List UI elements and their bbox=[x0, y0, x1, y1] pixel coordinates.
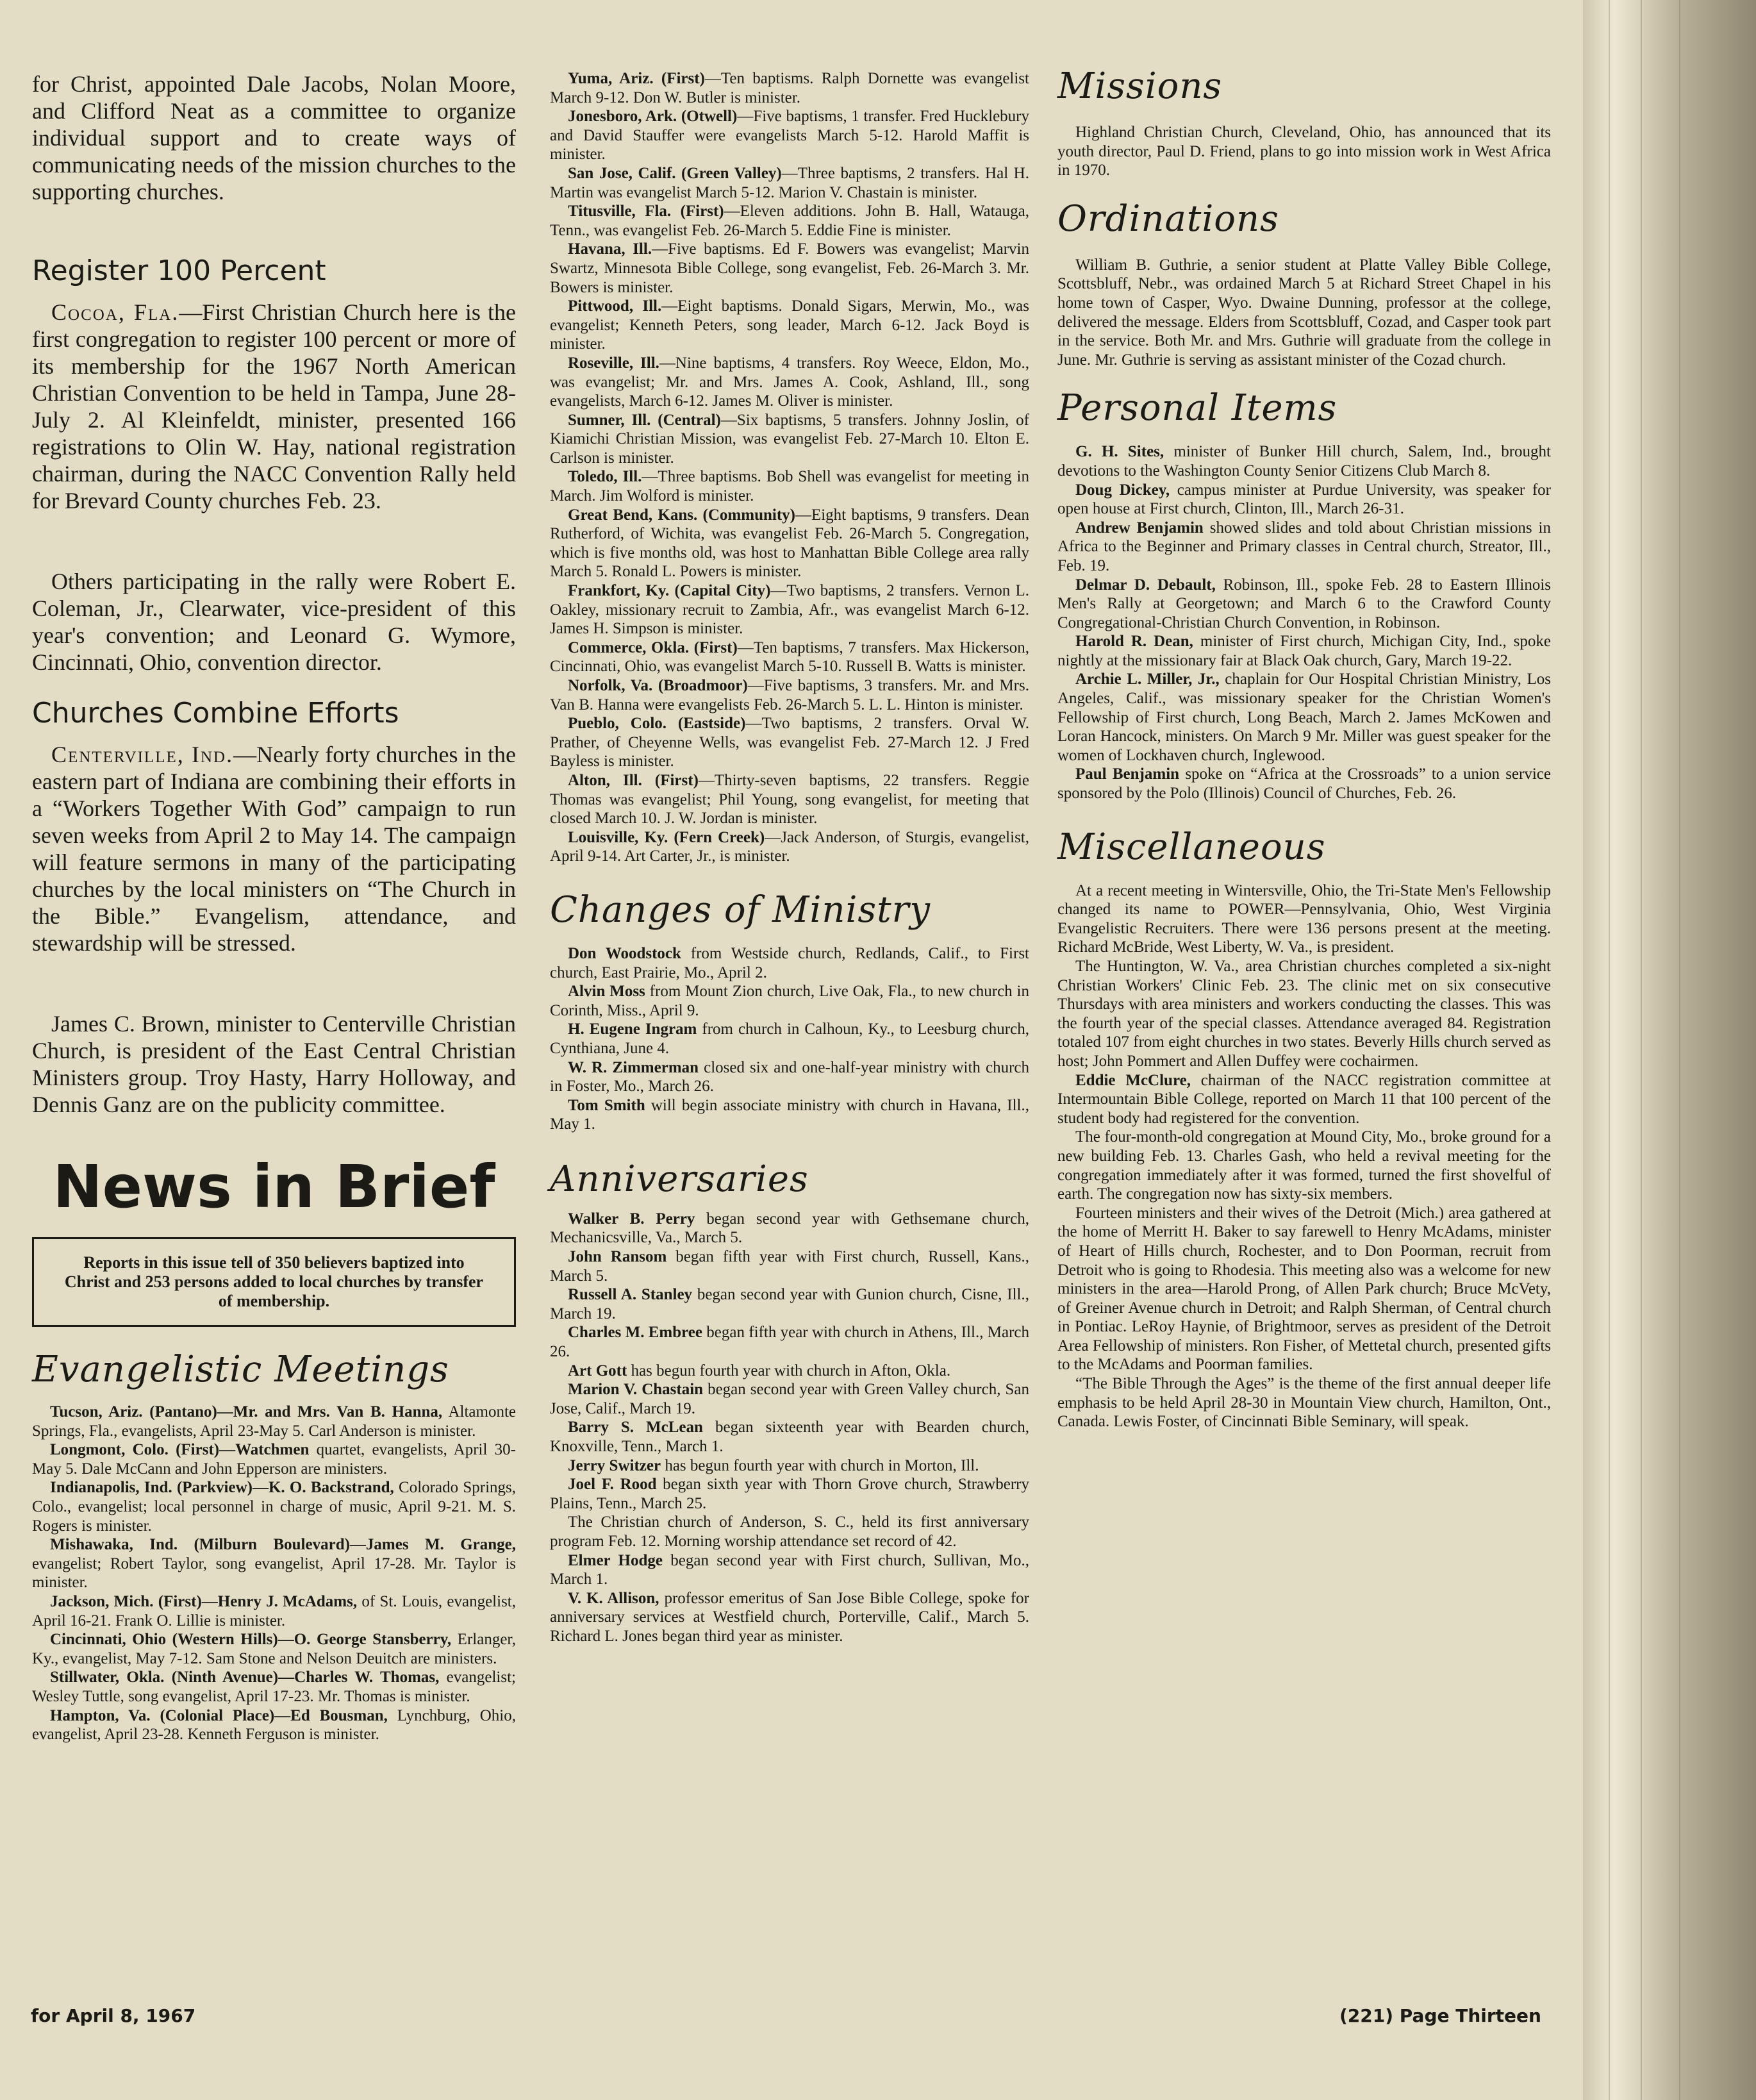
news-item bbox=[550, 467, 1029, 505]
item-text: from Westside church, Redlands, Calif., to First church, East Prairie, Mo., April 2. bbox=[550, 944, 1029, 981]
item-lead: Cincinnati, Ohio (Western Hills)—O. George Stansberry, bbox=[50, 1631, 452, 1649]
item-lead: Marion V. Chastain bbox=[568, 1381, 704, 1399]
intro-paragraph: for Christ, appointed Dale Jacobs, Nolan Moore, and Clifford Neat as a committee to organize individual support and to create ways of communicating needs of the mission churches to the supporting churches. bbox=[32, 71, 516, 204]
news-item bbox=[1057, 1204, 1551, 1374]
news-item bbox=[1057, 765, 1551, 803]
paragraph-text: —First Christian Church here is the first congregation to register 100 percent or more of its membership for the 1967 North American Christian Convention to be held in Tampa, June 28-July 2. Al Kleinfeldt, minister, presented 166 registrations to Olin W. Hay, national registration chairman, during the NACC Convention Rally held for Brevard County churches Feb. 23. bbox=[32, 299, 516, 513]
churches-heading: Churches Combine Efforts bbox=[32, 697, 399, 729]
item-text: —Nine baptisms, 4 transfers. Roy Weece, Eldon, Mo., was evangelist; Mr. and Mrs. James A. Cook, Ashland, Ill., song evangelists, March 6-12. James M. Oliver is minister. bbox=[550, 354, 1029, 410]
item-text: began second year with Gethsemane church, Mechanicsville, Va., March 5. bbox=[550, 1210, 1029, 1247]
news-item bbox=[1057, 632, 1551, 670]
news-item bbox=[550, 1210, 1029, 1247]
item-lead: Commerce, Okla. (First) bbox=[568, 638, 738, 656]
meeting-results-list bbox=[550, 69, 1029, 866]
news-item bbox=[550, 828, 1029, 866]
item-text: Fourteen ministers and their wives of the Detroit (Mich.) area gathered at the home of Merritt H. Baker to say farewell to Henry McAdams, minister of Heart of Hills church, Rochester, and to Don Poorman, recruit from Detroit who is going to Rhodesia. This meeting also was a welcome for new ministers in the area—Harold Prong, of Allen Park church; Bruce McVety, of Greiner Avenue church in Detroit; and Ralph Sherman, of Central church in Pontiac. LeRoy Haynie, of Brightmoor, serves as president of the Detroit Area Fellowship of ministers. Ron Fisher, of Mettetal church, presented gifts to the McAdams and Poorman families. bbox=[1057, 1204, 1551, 1374]
item-lead: Andrew Benjamin bbox=[1075, 519, 1204, 537]
item-lead: Russell A. Stanley bbox=[568, 1286, 693, 1304]
item-text: —Thirty-seven baptisms, 22 transfers. Reggie Thomas was evangelist; Phil Young, song evangelist, for meeting that closed March 10. J. W. Jordan is minister. bbox=[550, 771, 1029, 828]
item-text: spoke on “Africa at the Crossroads” to a union service sponsored by the Polo (Illinois) Council of Churches, Feb. 26. bbox=[1057, 765, 1551, 803]
missions-title: Missions bbox=[1057, 65, 1223, 107]
register-paragraph-1 bbox=[32, 299, 516, 568]
news-item bbox=[550, 164, 1029, 202]
item-text: —Three baptisms, 2 transfers. Hal H. Martin was evangelist March 5-12. Marion V. Chastain is minister. bbox=[550, 164, 1029, 201]
news-item bbox=[32, 1706, 516, 1744]
evangelistic-meetings-title: Evangelistic Meetings bbox=[32, 1349, 449, 1390]
item-text: began second year with Gunion church, Cisne, Ill., March 19. bbox=[550, 1286, 1029, 1322]
news-item bbox=[32, 1535, 516, 1592]
item-text: quartet, evangelists, April 30-May 5. Dale McCann and John Epperson are ministers. bbox=[32, 1441, 516, 1478]
news-item bbox=[550, 1418, 1029, 1456]
news-item bbox=[32, 1592, 516, 1630]
item-lead: Pueblo, Colo. (Eastside) bbox=[568, 715, 746, 733]
news-item bbox=[32, 1440, 516, 1478]
news-item bbox=[550, 240, 1029, 297]
item-lead: Art Gott bbox=[568, 1362, 627, 1379]
news-item bbox=[1057, 519, 1551, 576]
item-lead: Stillwater, Okla. (Ninth Avenue)—Charles W. Thomas, bbox=[50, 1669, 440, 1687]
item-text: has begun fourth year with church in Morton, Ill. bbox=[661, 1456, 979, 1474]
item-lead: Harold R. Dean, bbox=[1075, 633, 1193, 651]
news-item bbox=[1057, 957, 1551, 1071]
register-heading: Register 100 Percent bbox=[32, 254, 326, 287]
item-text: from Mount Zion church, Live Oak, Fla., to new church in Corinth, Miss., April 9. bbox=[550, 983, 1029, 1019]
item-text: began fifth year with church in Athens, Ill., March 26. bbox=[550, 1324, 1029, 1361]
item-lead: Jonesboro, Ark. (Otwell) bbox=[568, 108, 738, 126]
footer-page-number: (221) Page Thirteen bbox=[1339, 2005, 1541, 2026]
item-lead: G. H. Sites, bbox=[1075, 443, 1164, 461]
item-text: evangelist; Wesley Tuttle, song evangelist, April 17-23. Mr. Thomas is minister. bbox=[32, 1669, 516, 1705]
news-item bbox=[32, 1403, 516, 1440]
item-text: —Five baptisms. Ed F. Bowers was evangelist; Marvin Swartz, Minnesota Bible College, song evangelist, Feb. 26-March 3. Mr. Bowers is minister. bbox=[550, 240, 1029, 296]
news-item bbox=[550, 714, 1029, 771]
news-item bbox=[550, 297, 1029, 354]
news-item bbox=[32, 1478, 516, 1535]
item-lead: Charles M. Embree bbox=[568, 1324, 703, 1342]
news-item bbox=[550, 638, 1029, 676]
news-item bbox=[550, 354, 1029, 411]
item-text: Altamonte Springs, Fla., evangelists, April 23-May 5. Carl Anderson is minister. bbox=[32, 1403, 516, 1440]
news-item bbox=[550, 411, 1029, 468]
news-item bbox=[550, 107, 1029, 164]
anniversaries-list bbox=[550, 1210, 1029, 1646]
news-item bbox=[550, 1589, 1029, 1646]
item-text: chaplain for Our Hospital Christian Ministry, Los Angeles, Calif., was missionary speaker for the Christian Women's Fellowship of First church, Long Beach, March 2. James McKowen and Loran Hancock, ministers. On March 9 Mr. Miller was guest speaker for the women of Lockhaven church, Inglewood. bbox=[1057, 671, 1551, 764]
item-lead: Jackson, Mich. (First)—Henry J. McAdams, bbox=[50, 1592, 358, 1610]
book-binding-edge bbox=[1583, 0, 1756, 2100]
item-text: began second year with First church, Sullivan, Mo., March 1. bbox=[550, 1551, 1029, 1588]
item-text: campus minister at Purdue University, was speaker for open house at First church, Clinton, Ill., March 26-31. bbox=[1057, 481, 1551, 518]
news-item bbox=[550, 1380, 1029, 1418]
summary-box: Reports in this issue tell of 350 believers baptized into Christ and 253 persons added to local churches by transfer of membership. bbox=[32, 1237, 516, 1327]
item-lead: Joel F. Rood bbox=[568, 1476, 657, 1494]
item-lead: Titusville, Fla. (First) bbox=[568, 203, 724, 221]
news-item bbox=[1057, 442, 1551, 480]
item-lead: John Ransom bbox=[568, 1248, 667, 1266]
item-text: began fifth year with First church, Russell, Kans., March 5. bbox=[550, 1248, 1029, 1285]
item-lead: Pittwood, Ill. bbox=[568, 297, 662, 315]
item-text: began second year with Green Valley church, San Jose, Calif., March 19. bbox=[550, 1381, 1029, 1417]
item-lead: Archie L. Miller, Jr., bbox=[1075, 671, 1220, 688]
news-item bbox=[1057, 1071, 1551, 1128]
item-lead: Mishawaka, Ind. (Milburn Boulevard)—James M. Grange, bbox=[50, 1536, 516, 1554]
item-lead: Barry S. McLean bbox=[568, 1419, 703, 1437]
news-item bbox=[1057, 576, 1551, 633]
item-text: evangelist; Robert Taylor, song evangelist, April 17-28. Mr. Taylor is minister. bbox=[32, 1554, 516, 1592]
column-left bbox=[32, 0, 516, 1744]
item-lead: Norfolk, Va. (Broadmoor) bbox=[568, 677, 748, 694]
news-item bbox=[550, 982, 1029, 1020]
item-lead: Delmar D. Debault, bbox=[1075, 576, 1216, 594]
item-text: —Five baptisms, 1 transfer. Fred Hucklebury and David Stauffer were evangelists March 5-12. Harold Maffit is minister. bbox=[550, 108, 1029, 163]
miscellaneous-title: Miscellaneous bbox=[1057, 826, 1326, 868]
item-lead: Louisville, Ky. (Fern Creek) bbox=[568, 828, 765, 846]
item-lead: Alvin Moss bbox=[568, 983, 645, 1001]
missions-paragraph: Highland Christian Church, Cleveland, Ohio, has announced that its youth director, Paul D. Friend, plans to go into mission work in West Africa in 1970. bbox=[1057, 124, 1551, 179]
news-in-brief-title: News in Brief bbox=[53, 1153, 495, 1221]
news-item bbox=[550, 944, 1029, 982]
item-text: “The Bible Through the Ages” is the theme of the first annual deeper life emphasis to be held April 28-30 in Mountain View church, Hamilton, Ont., Canada. Lewis Foster, of Cincinnati Bible Seminary, will speak. bbox=[1057, 1375, 1551, 1431]
item-lead: San Jose, Calif. (Green Valley) bbox=[568, 164, 782, 182]
item-text: closed six and one-half-year ministry with church in Foster, Mo., March 26. bbox=[550, 1058, 1029, 1096]
news-item bbox=[550, 771, 1029, 828]
news-item bbox=[550, 1247, 1029, 1285]
news-item bbox=[550, 1362, 1029, 1381]
changes-of-ministry-title: Changes of Ministry bbox=[550, 888, 931, 931]
item-text: will begin associate ministry with church in Havana, Ill., May 1. bbox=[550, 1096, 1029, 1133]
news-item bbox=[550, 1475, 1029, 1513]
item-text: began sixteenth year with Bearden church, Knoxville, Tenn., March 1. bbox=[550, 1419, 1029, 1455]
item-lead: Eddie McClure, bbox=[1075, 1071, 1191, 1089]
item-text: The Christian church of Anderson, S. C., held its first anniversary program Feb. 12. Morning worship attendance set record of 42. bbox=[550, 1513, 1029, 1550]
item-lead: Indianapolis, Ind. (Parkview)—K. O. Backstrand, bbox=[50, 1479, 394, 1497]
item-text: —Eight baptisms, 9 transfers. Dean Rutherford, of Wichita, was evangelist Feb. 26-March 5. Congregation, which is five months old, was host to Manhattan Bible College area rally March 5. Ronald L. Powers is minister. bbox=[550, 506, 1029, 581]
footer-date: for April 8, 1967 bbox=[31, 2005, 196, 2026]
item-text: from church in Calhoun, Ky., to Leesburg church, Cynthiana, June 4. bbox=[550, 1021, 1029, 1057]
item-text: of St. Louis, evangelist, April 16-21. Frank O. Lillie is minister. bbox=[32, 1592, 516, 1629]
news-item bbox=[32, 1630, 516, 1668]
news-item bbox=[550, 202, 1029, 240]
item-text: —Five baptisms, 3 transfers. Mr. and Mrs. Van B. Hanna were evangelists Feb. 26-March 5. L. L. Hinton is minister. bbox=[550, 677, 1029, 713]
news-item bbox=[550, 1323, 1029, 1361]
dateline: Cocoa, Fla. bbox=[51, 299, 179, 325]
item-text: Erlanger, Ky., evangelist, May 7-12. Sam Stone and Nelson Deuitch are ministers. bbox=[32, 1631, 516, 1667]
news-item bbox=[550, 1285, 1029, 1323]
news-item bbox=[550, 581, 1029, 638]
item-lead: Havana, Ill. bbox=[568, 240, 652, 258]
dateline: Centerville, Ind. bbox=[51, 742, 234, 767]
item-text: has begun fourth year with church in Afton, Okla. bbox=[627, 1362, 951, 1379]
item-text: chairman of the NACC registration committee at Intermountain Bible College, reported on March 11 that 100 percent of the student body had registered for the convention. bbox=[1057, 1071, 1551, 1127]
item-text: —Ten baptisms. Ralph Dornette was evangelist March 9-12. Don W. Butler is minister. bbox=[550, 70, 1029, 106]
news-item bbox=[550, 676, 1029, 714]
news-item bbox=[550, 1020, 1029, 1058]
item-text: The Huntington, W. Va., area Christian churches completed a six-night Christian Workers' Clinic Feb. 23. The clinic met on six consecutive Thursdays with area ministers and workers conducting the classes. This was the fourth year of the special classes. Attendance averaged 84. Registration totaled 107 from eight churches in two states. Beverly Hills church served as host; John Pommert and Allen Duffey were cochairmen. bbox=[1057, 958, 1551, 1070]
news-item bbox=[32, 1668, 516, 1706]
news-item bbox=[1057, 1128, 1551, 1203]
item-text: minister of First church, Michigan City, Ind., spoke nightly at the missionary fair at Black Oak church, Gary, March 19-22. bbox=[1057, 633, 1551, 669]
item-text: —Eleven additions. John B. Hall, Watauga, Tenn., was evangelist Feb. 26-March 5. Eddie Fine is minister. bbox=[550, 203, 1030, 239]
personal-items-list bbox=[1057, 442, 1551, 803]
ordinations-title: Ordinations bbox=[1057, 197, 1279, 240]
churches-paragraph-2: James C. Brown, minister to Centerville Christian Church, is president of the East Central Christian Ministers group. Troy Hasty, Harry Holloway, and Dennis Ganz are on the publicity committee. bbox=[32, 1011, 516, 1117]
item-text: Lynchburg, Ohio, evangelist, April 23-28. Kenneth Ferguson is minister. bbox=[32, 1706, 516, 1744]
item-text: professor emeritus of San Jose Bible College, spoke for anniversary services at Westfield church, Porterville, Calif., March 5. Richard L. Jones began third year as minister. bbox=[550, 1589, 1029, 1645]
item-lead: Walker B. Perry bbox=[568, 1210, 695, 1228]
item-lead: Yuma, Ariz. (First) bbox=[568, 70, 705, 87]
item-lead: Alton, Ill. (First) bbox=[568, 771, 699, 789]
item-lead: H. Eugene Ingram bbox=[568, 1021, 697, 1038]
item-text: minister of Bunker Hill church, Salem, Ind., brought devotions to the Washington County Senior Citizens Club March 8. bbox=[1057, 443, 1551, 479]
item-text: —Ten baptisms, 7 transfers. Max Hickerson, Cincinnati, Ohio, was evangelist March 5-10. Russell B. Watts is minister. bbox=[550, 638, 1029, 676]
news-item bbox=[550, 1456, 1029, 1476]
item-text: Robinson, Ill., spoke Feb. 28 to Eastern Illinois Men's Rally at Georgetown; and March 6 to the Crawford County Congregational-Christian Church Convention, in Robinson. bbox=[1057, 576, 1551, 631]
item-lead: Jerry Switzer bbox=[568, 1456, 661, 1474]
item-lead: Paul Benjamin bbox=[1075, 765, 1180, 783]
miscellaneous-list bbox=[1057, 881, 1551, 1431]
item-lead: Great Bend, Kans. (Community) bbox=[568, 506, 795, 524]
item-text: At a recent meeting in Wintersville, Ohio, the Tri-State Men's Fellowship changed its name to POWER—Pennsylvania, Ohio, West Virginia Evangelistic Recruiters. There were 136 persons present at the meeting. Richard McBride, West Liberty, W. Va., is president. bbox=[1057, 881, 1551, 956]
item-lead: Don Woodstock bbox=[568, 944, 681, 962]
item-text: The four-month-old congregation at Mound City, Mo., broke ground for a new building Feb. 13. Charles Gash, who held a revival meeting for the congregation immediately after it was formed, turned the first shovelful of earth. The congregation now has sixty-six members. bbox=[1057, 1128, 1551, 1203]
item-text: —Eight baptisms. Donald Sigars, Merwin, Mo., was evangelist; Kenneth Peters, song leader, March 6-12. Jack Boyd is minister. bbox=[550, 297, 1029, 353]
ordinations-paragraph: William B. Guthrie, a senior student at Platte Valley Bible College, Scottsbluff, Nebr., was ordained March 5 at Richard Street Chapel in his home town of Casper, Wyo. Dwaine Dunning, professor at the college, delivered the message. Elders from Scottsbluff, Cozad, and Casper took part in the service. Both Mr. and Mrs. Guthrie will graduate from the college in June. Mr. Guthrie is serving as assistant minister of the Cozad church. bbox=[1057, 256, 1551, 369]
item-lead: Longmont, Colo. (First)—Watchmen bbox=[50, 1441, 310, 1459]
item-text: —Two baptisms, 2 transfers. Orval W. Prather, of Cheyenne Wells, was evangelist Feb. 27-March 12. J Fred Bayless is minister. bbox=[550, 715, 1029, 771]
anniversaries-title: Anniversaries bbox=[550, 1158, 809, 1200]
item-text: —Six baptisms, 5 transfers. Johnny Joslin, of Kiamichi Christian Mission, was evangelist Feb. 27-March 10. Elton E. Carlson is minister. bbox=[550, 411, 1029, 467]
paragraph-text: —Nearly forty churches in the eastern part of Indiana are combining their efforts in a “Workers Together With God” campaign to run seven weeks from April 2 to May 14. The campaign will feature sermons in many of the participating churches by the local ministers on “The Church in the Bible.” Evangelism, attendance, and stewardship will be stressed. bbox=[32, 742, 516, 956]
news-item bbox=[550, 69, 1029, 107]
churches-paragraph-1 bbox=[32, 741, 516, 1010]
news-item bbox=[1057, 881, 1551, 957]
item-lead: Roseville, Ill. bbox=[568, 354, 659, 372]
news-item bbox=[550, 1551, 1029, 1589]
item-text: —Jack Anderson, of Sturgis, evangelist, April 9-14. Art Carter, Jr., is minister. bbox=[550, 828, 1029, 865]
item-lead: V. K. Allison, bbox=[568, 1589, 659, 1607]
item-lead: W. R. Zimmerman bbox=[568, 1058, 699, 1076]
news-item bbox=[1057, 1374, 1551, 1431]
item-lead: Hampton, Va. (Colonial Place)—Ed Bousman, bbox=[50, 1706, 388, 1724]
register-paragraph-2: Others participating in the rally were Robert E. Coleman, Jr., Clearwater, vice-president of this year's convention; and Leonard G. Wymore, Cincinnati, Ohio, convention director. bbox=[32, 569, 516, 675]
news-item bbox=[550, 1096, 1029, 1134]
column-right bbox=[1057, 0, 1551, 1431]
news-item bbox=[1057, 481, 1551, 519]
news-item bbox=[550, 1513, 1029, 1551]
item-lead: Sumner, Ill. (Central) bbox=[568, 411, 721, 429]
news-item bbox=[550, 506, 1029, 581]
item-text: Colorado Springs, Colo., evangelist; local personnel in charge of music, April 9-21. M. S. Rogers is minister. bbox=[32, 1479, 516, 1535]
item-text: began sixth year with Thorn Grove church, Strawberry Plains, Tenn., March 25. bbox=[550, 1476, 1029, 1512]
personal-items-title: Personal Items bbox=[1057, 387, 1338, 429]
evangelistic-list bbox=[32, 1403, 516, 1744]
column-middle bbox=[550, 0, 1029, 1646]
item-lead: Tom Smith bbox=[568, 1096, 645, 1114]
news-item bbox=[550, 1058, 1029, 1096]
item-lead: Frankfort, Ky. (Capital City) bbox=[568, 582, 771, 600]
item-lead: Tucson, Ariz. (Pantano)—Mr. and Mrs. Van B. Hanna, bbox=[50, 1403, 443, 1421]
item-text: —Two baptisms, 2 transfers. Vernon L. Oakley, missionary recruit to Zambia, Afr., was evangelist March 6-12. James H. Simpson is minister. bbox=[550, 582, 1029, 638]
item-text: —Three baptisms. Bob Shell was evangelist for meeting in March. Jim Wolford is minister. bbox=[550, 468, 1030, 505]
news-item bbox=[1057, 670, 1551, 765]
item-text: showed slides and told about Christian missions in Africa to the Beginner and Primary classes in Central church, Streator, Ill., Feb. 19. bbox=[1057, 519, 1551, 574]
item-lead: Doug Dickey, bbox=[1075, 481, 1170, 499]
item-lead: Toledo, Ill. bbox=[568, 468, 642, 486]
changes-list bbox=[550, 944, 1029, 1134]
item-lead: Elmer Hodge bbox=[568, 1551, 663, 1569]
